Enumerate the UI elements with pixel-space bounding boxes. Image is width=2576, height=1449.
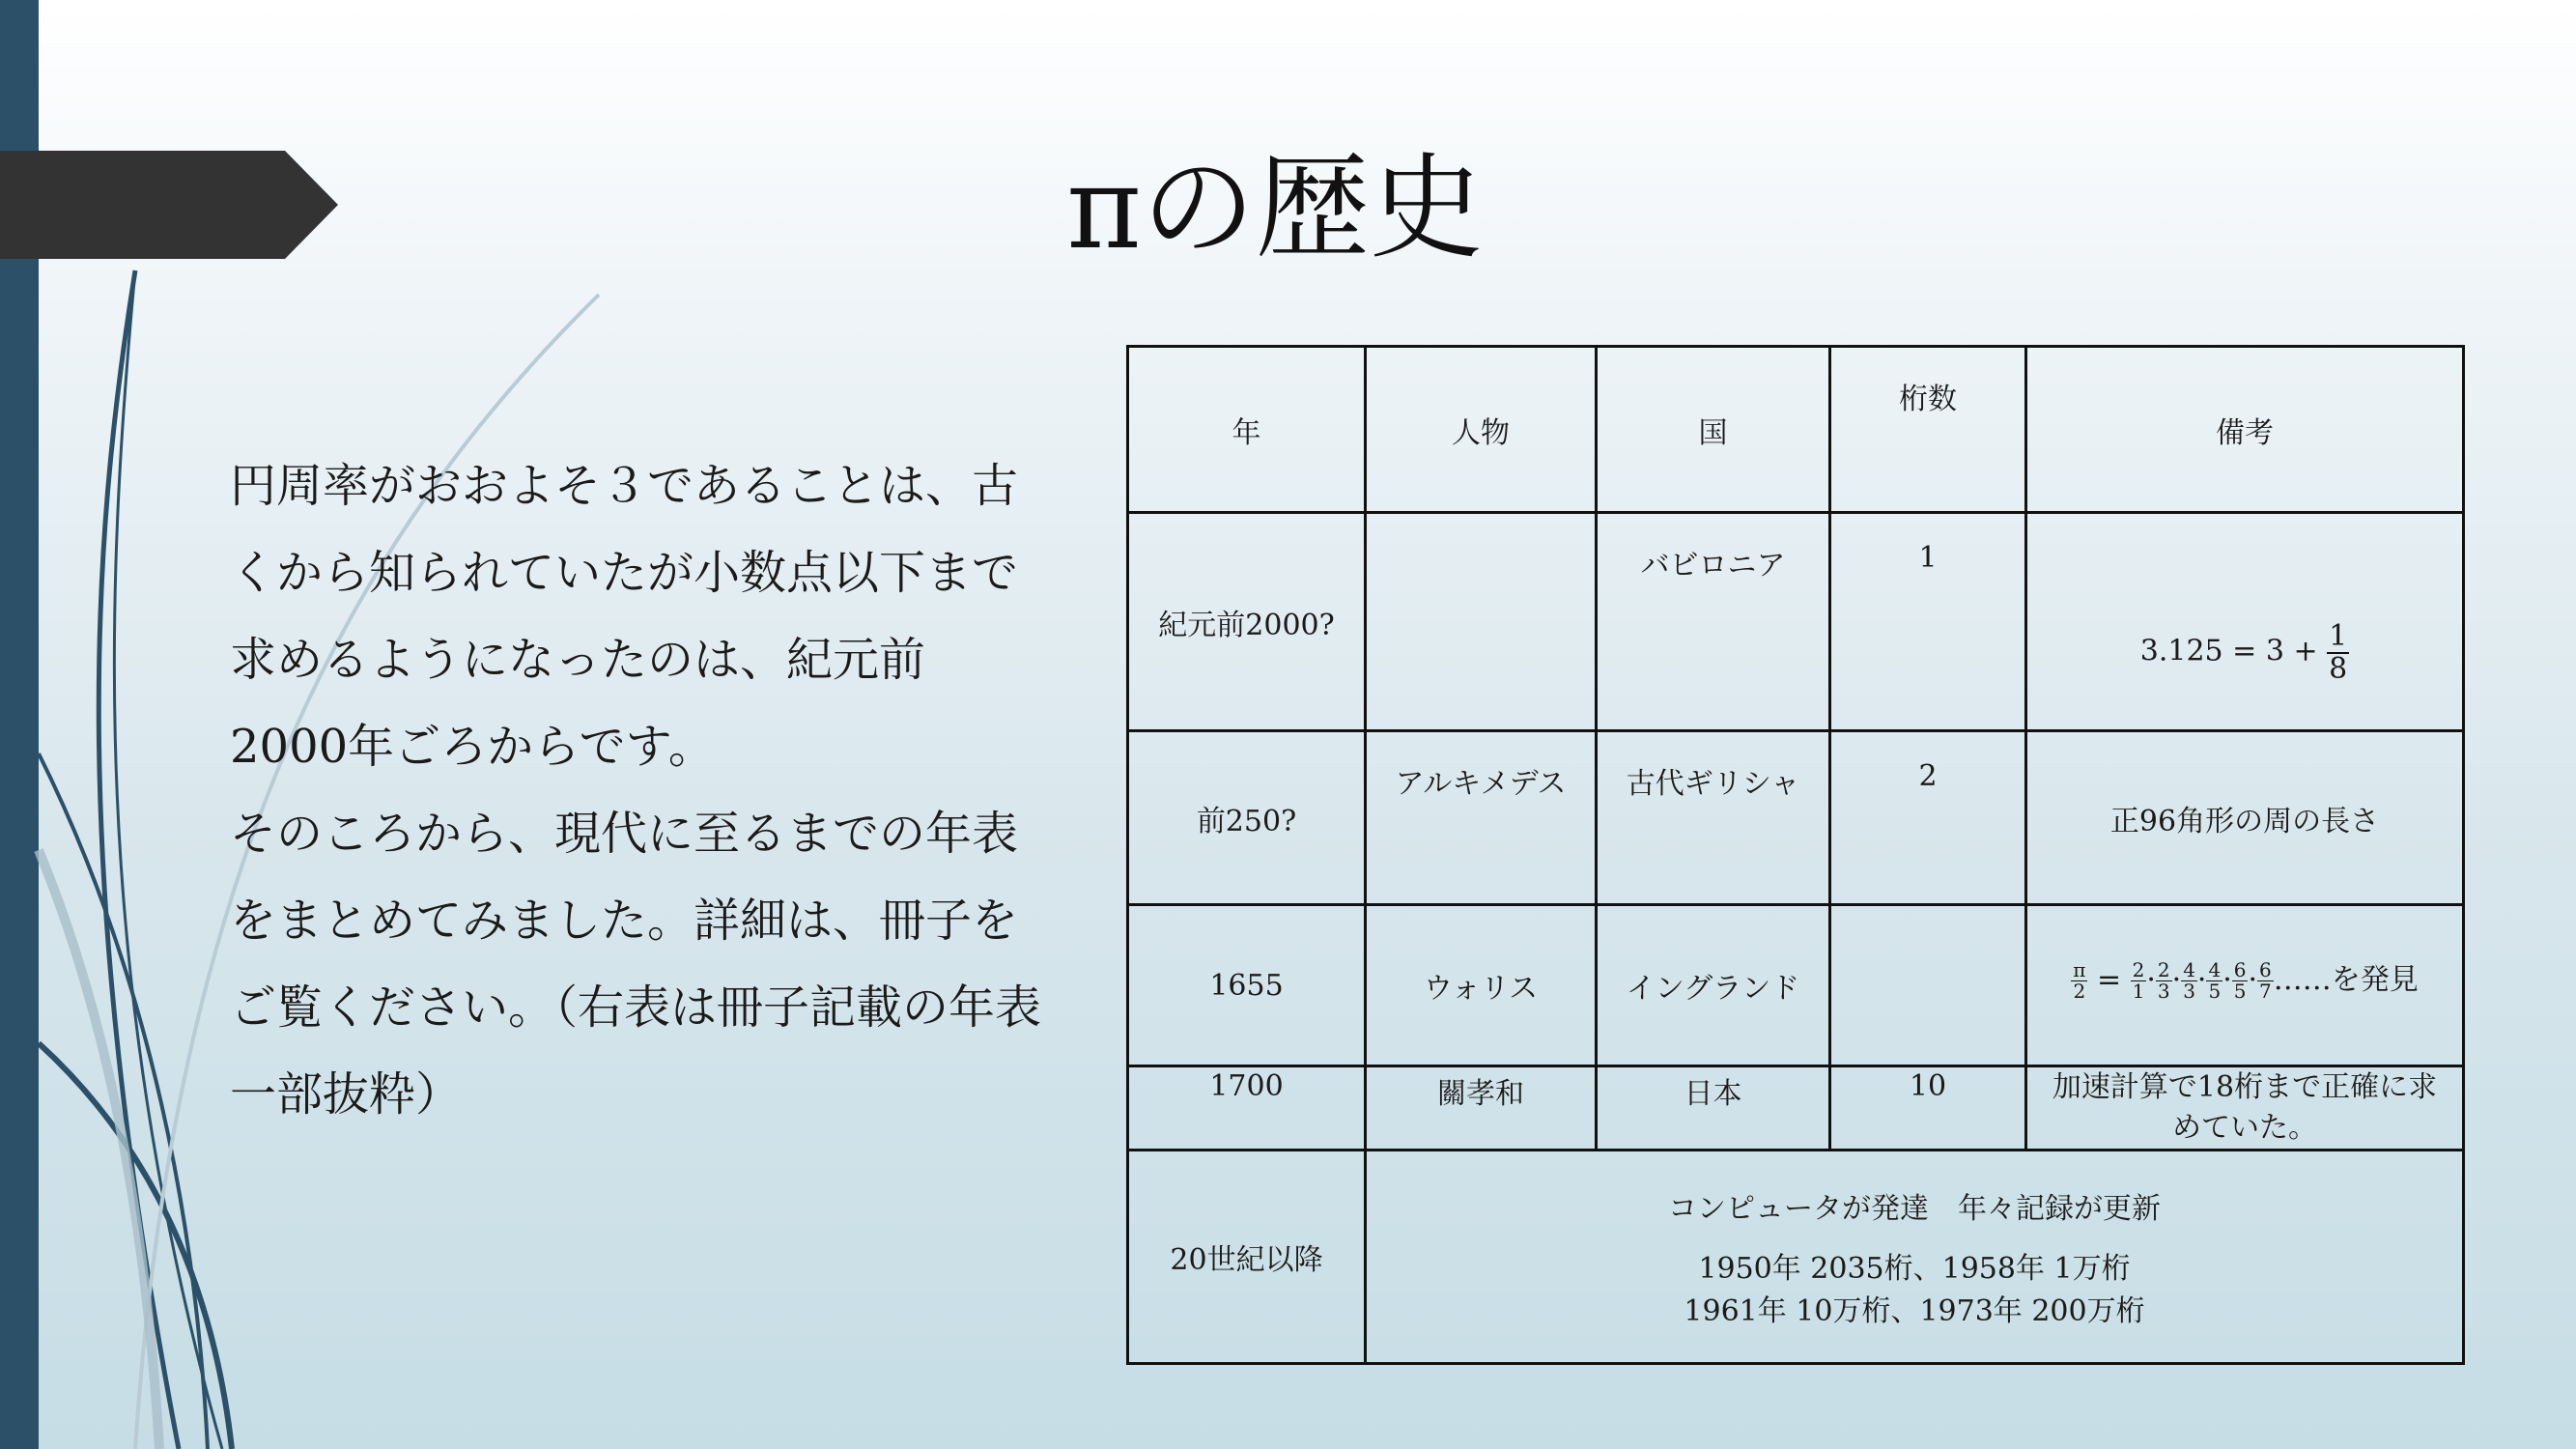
- dot: ·: [2171, 962, 2182, 997]
- table-row: [1128, 1066, 2464, 1151]
- fraction-numerator: π: [2073, 958, 2086, 982]
- equals-sign: =: [2096, 962, 2122, 997]
- cell-country: バビロニア: [1597, 513, 1830, 731]
- fraction: [2156, 960, 2172, 1002]
- fraction-denominator: 5: [2233, 980, 2247, 1004]
- fraction-denominator: 2: [2073, 980, 2086, 1004]
- fraction: [2232, 960, 2249, 1002]
- cell-year: 前250?: [1128, 731, 1366, 905]
- title-tab-shape: [0, 151, 338, 259]
- cell-merged-note: [1366, 1151, 2464, 1364]
- header-notes: 備考: [2026, 347, 2464, 513]
- fraction-denominator: 8: [2329, 651, 2348, 686]
- history-table: [1126, 345, 2465, 1365]
- slide-title: πの歴史: [1066, 141, 1484, 274]
- fraction-numerator: 4: [2183, 958, 2195, 982]
- body-text: [230, 442, 1041, 1138]
- cell-year: 1655: [1128, 905, 1366, 1066]
- fraction-numerator: 2: [2157, 958, 2170, 982]
- cell-year: 紀元前2000?: [1128, 513, 1366, 731]
- dot: ·: [2196, 962, 2207, 997]
- fraction-numerator: 4: [2208, 958, 2222, 982]
- table-row: [1128, 1151, 2464, 1364]
- merged-line: 1950年 2035桁、1958年 1万桁: [1698, 1252, 2131, 1286]
- table-row: [1128, 731, 2464, 905]
- cell-person: 關孝和: [1366, 1066, 1597, 1151]
- cell-country: 古代ギリシャ: [1597, 731, 1830, 905]
- table-row: [1128, 513, 2464, 731]
- cell-person: アルキメデス: [1366, 731, 1597, 905]
- dot: ·: [2146, 962, 2156, 997]
- cell-year: 20世紀以降: [1128, 1151, 1366, 1364]
- fraction: [2071, 960, 2087, 1002]
- cell-year: 1700: [1128, 1066, 1366, 1151]
- dot: ·: [2222, 962, 2232, 997]
- body-paragraph: 円周率がおおよそ３であることは、古くから知られていたが小数点以下まで求めるようになったのは、紀元前2000年ごろからです。: [230, 459, 1019, 774]
- cell-person: ウォリス: [1366, 905, 1597, 1066]
- fraction-denominator: 3: [2183, 980, 2195, 1004]
- fraction-denominator: 7: [2259, 980, 2272, 1004]
- cell-note: 正96角形の周の長さ: [2026, 731, 2464, 905]
- fraction-denominator: 5: [2208, 980, 2222, 1004]
- merged-line: コンピュータが発達 年々記録が更新: [1668, 1192, 2161, 1226]
- merged-line: 1961年 10万桁、1973年 200万桁: [1684, 1294, 2145, 1328]
- fraction-numerator: 6: [2233, 958, 2247, 982]
- header-person: 人物: [1366, 347, 1597, 513]
- cell-digits: 10: [1830, 1066, 2026, 1151]
- table-row: [1128, 905, 2464, 1066]
- cell-country: 日本: [1597, 1066, 1830, 1151]
- cell-note-wallis: [2026, 905, 2464, 1066]
- fraction-numerator: 1: [2329, 619, 2348, 653]
- fraction: [2257, 960, 2274, 1002]
- cell-person: [1366, 513, 1597, 731]
- fraction-denominator: 3: [2157, 980, 2170, 1004]
- cell-digits: [1830, 905, 2026, 1066]
- cell-note-formula: [2026, 513, 2464, 731]
- body-paragraph: そのころから、現代に至るまでの年表をまとめてみました。詳細は、冊子をご覧ください。（右表は冊子記載の年表一部抜粋）: [230, 807, 1042, 1122]
- table-header-row: [1128, 347, 2464, 513]
- wallis-tail: ……を発見: [2273, 962, 2419, 997]
- cell-note: 加速計算で18桁まで正確に求めていた。: [2026, 1066, 2464, 1151]
- fraction: [2181, 960, 2197, 1002]
- header-digits: 桁数: [1830, 347, 2026, 513]
- cell-digits: 1: [1830, 513, 2026, 731]
- header-year: 年: [1128, 347, 1366, 513]
- fraction: [2131, 960, 2147, 1002]
- formula-lhs: 3.125 = 3 +: [2139, 634, 2318, 668]
- cell-digits: 2: [1830, 731, 2026, 905]
- fraction-numerator: 6: [2259, 958, 2272, 982]
- cell-country: イングランド: [1597, 905, 1830, 1066]
- fraction: [2327, 621, 2349, 684]
- fraction: [2206, 960, 2222, 1002]
- fraction-denominator: 1: [2132, 980, 2145, 1004]
- header-country: 国: [1597, 347, 1830, 513]
- dot: ·: [2248, 962, 2258, 997]
- fraction-numerator: 2: [2132, 958, 2145, 982]
